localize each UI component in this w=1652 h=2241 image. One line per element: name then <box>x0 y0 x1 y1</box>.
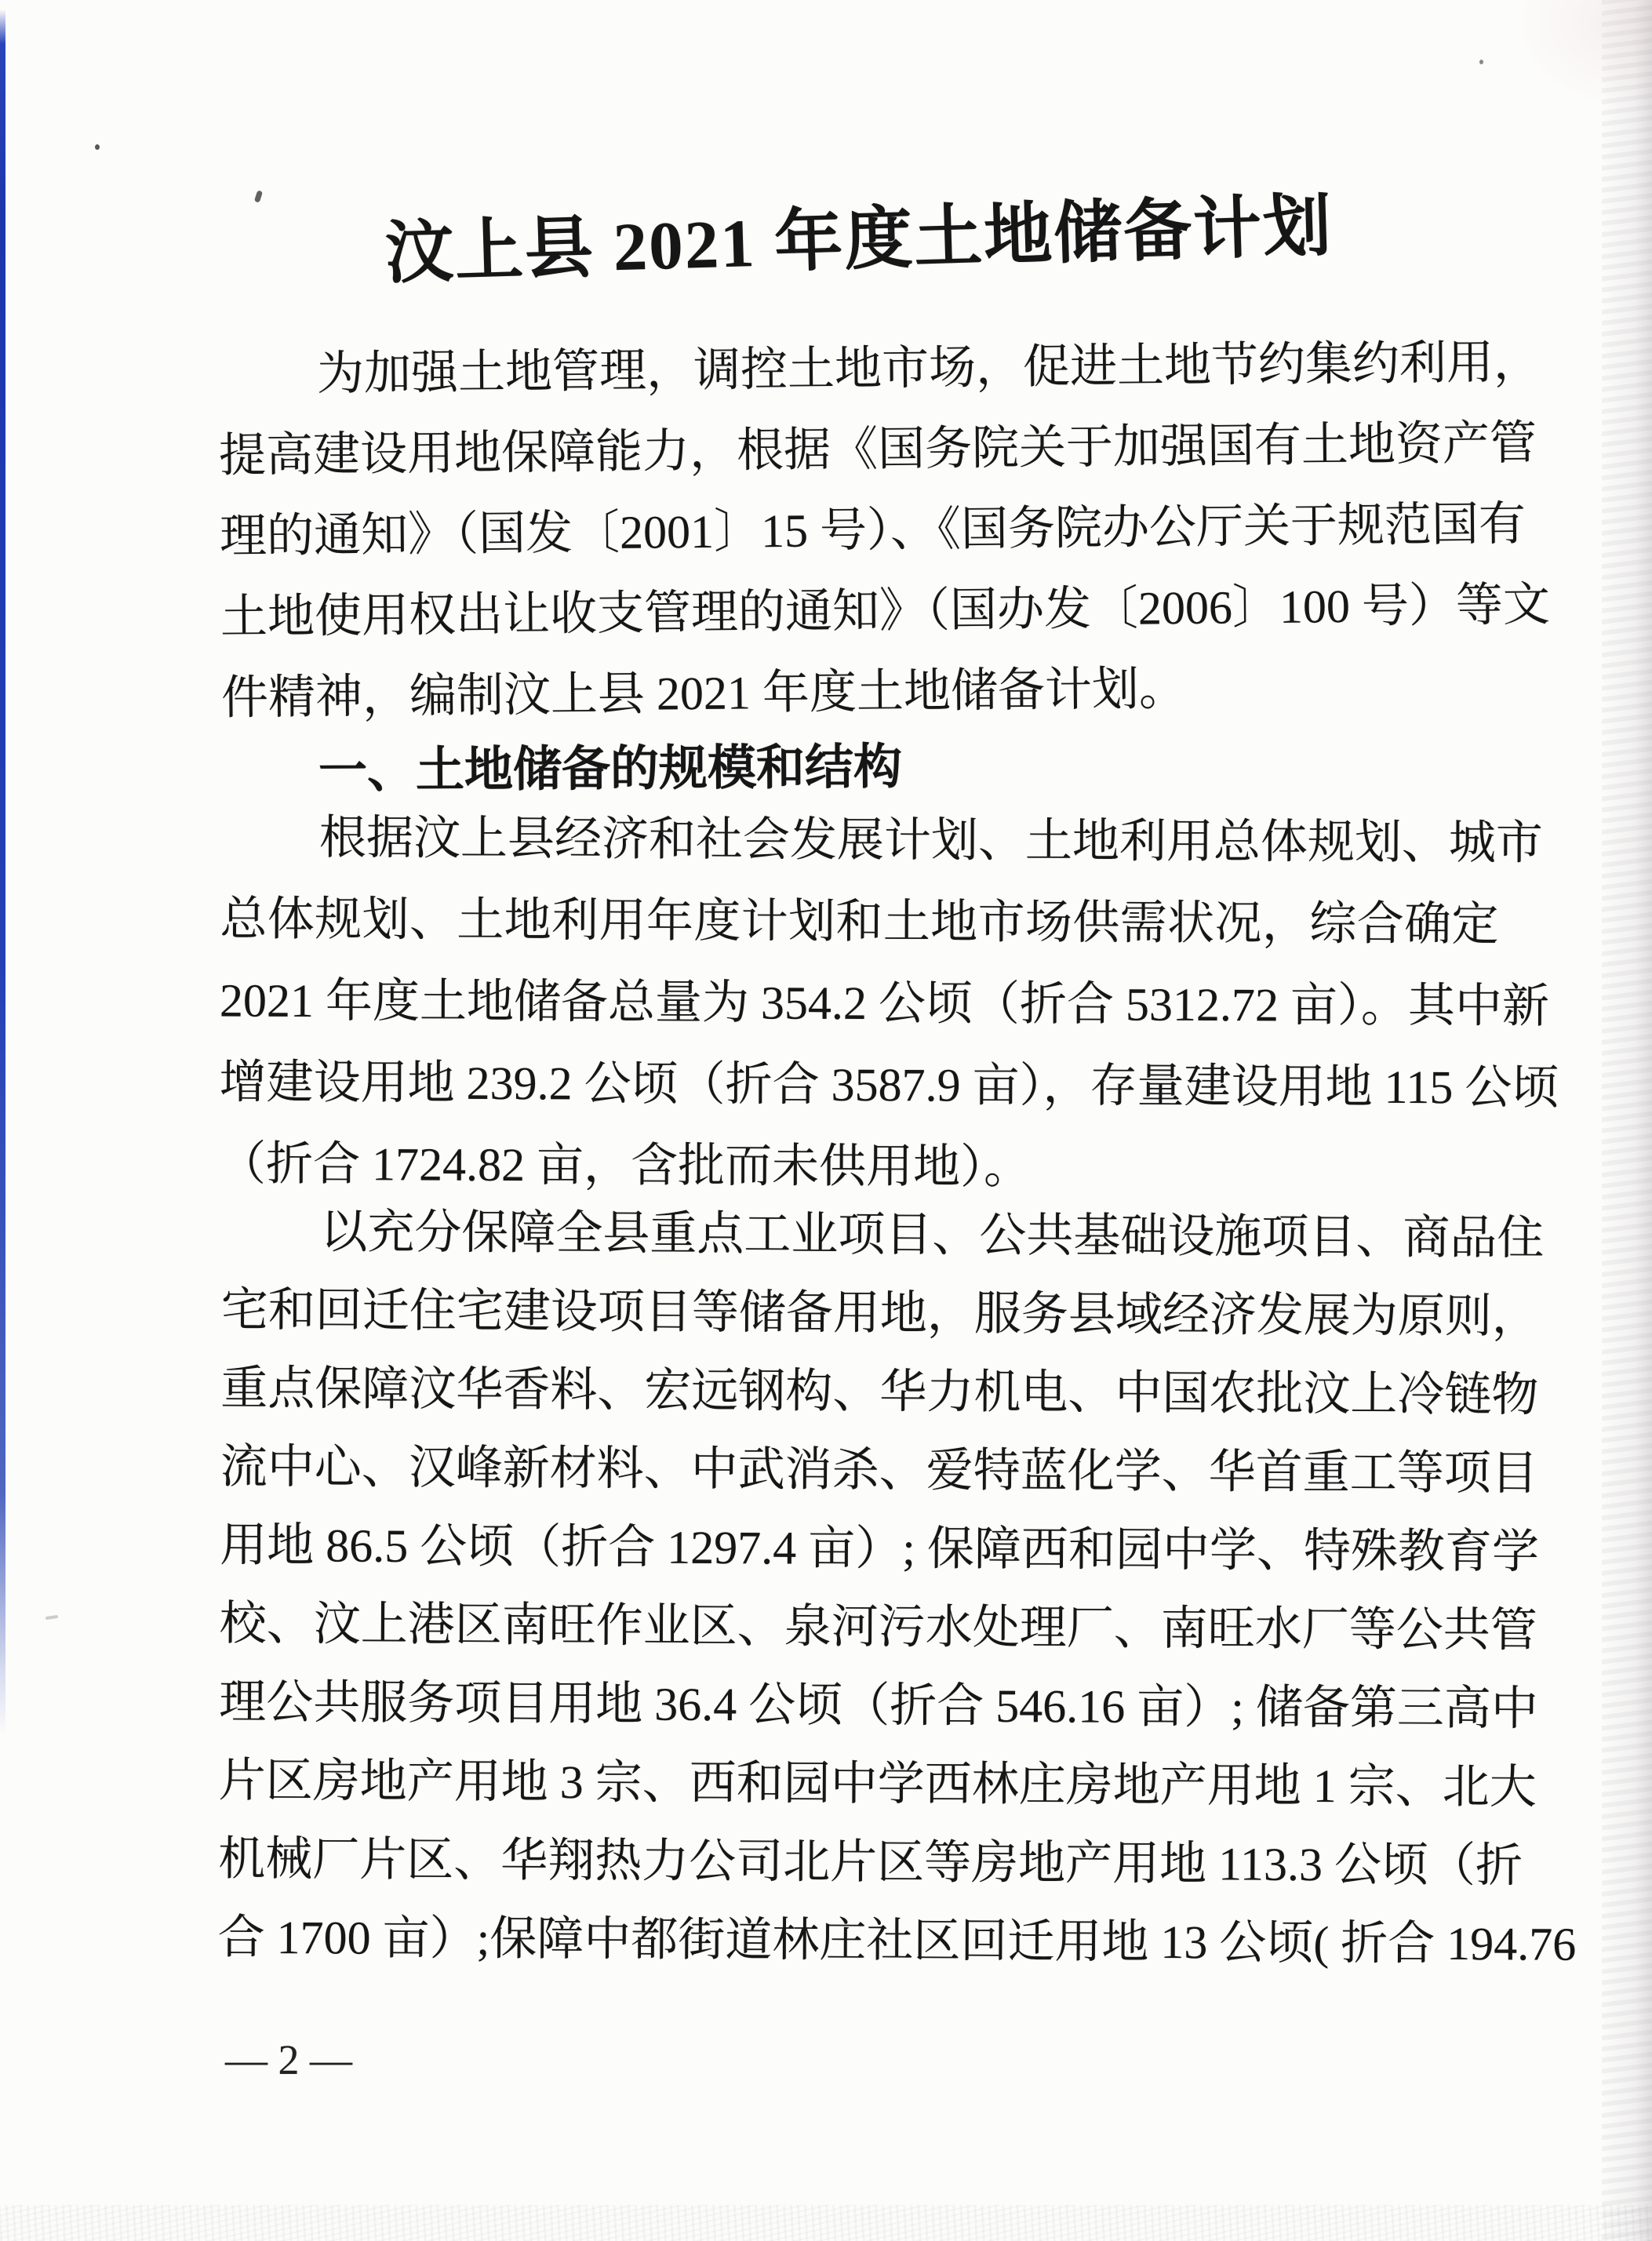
text-line: 宅和回迁住宅建设项目等储备用地，服务县域经济发展为原则， <box>220 1283 1539 1343</box>
text-line: 片区房地产用地 3 宗、西和园中学西林庄房地产用地 1 宗、北大 <box>218 1754 1537 1814</box>
text-line: 理公共服务项目用地 36.4 公顷（折合 546.16 亩）; 储备第三高中 <box>219 1675 1539 1735</box>
page-number: — 2 — <box>225 2036 352 2083</box>
text-line: 2021 年度土地储备总量为 354.2 公顷（折合 5312.72 亩）。其中新 <box>219 974 1550 1032</box>
paragraph-reserve-scale <box>218 796 1559 1210</box>
scan-blue-edge-strip <box>0 9 5 1735</box>
section-heading: 一、土地储备的规模和结构 <box>318 740 903 799</box>
text-line: 校、汶上港区南旺作业区、泉河污水处理厂、南旺水厂等公共管 <box>219 1597 1537 1657</box>
paragraph-key-projects <box>217 1192 1577 1984</box>
scan-speck <box>45 1615 58 1620</box>
scan-bottom-noise <box>0 2205 1652 2241</box>
paragraph-intro <box>218 322 1551 739</box>
scan-speck <box>254 190 263 202</box>
text-line: 件精神，编制汶上县 2021 年度土地储备计划。 <box>220 663 1187 724</box>
text-line: 机械厂片区、华翔热力公司北片区等房地产用地 113.3 公顷（折 <box>218 1832 1523 1892</box>
text-line: 以充分保障全县重点工业项目、公共基础设施项目、商品住 <box>320 1206 1545 1264</box>
text-line: 根据汶上县经济和社会发展计划、土地利用总体规划、城市 <box>318 811 1544 869</box>
text-line: 提高建设用地保障能力，根据《国务院关于加强国有土地资产管 <box>218 417 1537 482</box>
text-line: 理的通知》（国发〔2001〕15 号）、《国务院办公厅关于规范国有 <box>219 497 1526 562</box>
scan-speck <box>1479 60 1483 64</box>
scan-speck <box>95 144 100 150</box>
text-line: 增建设用地 239.2 公顷（折合 3587.9 亩），存量建设用地 115 公顷 <box>219 1056 1559 1114</box>
text-line: （折合 1724.82 亩，含批而未供用地）。 <box>218 1137 1032 1193</box>
document-title: 汶上县 2021 年度土地储备计划 <box>384 187 1334 292</box>
text-line: 土地使用权出让收支管理的通知》（国办发〔2006〕100 号）等文 <box>220 578 1551 643</box>
text-line: 总体规划、土地利用年度计划和土地市场供需状况，综合确定 <box>220 893 1499 951</box>
text-line: 为加强土地管理，调控土地市场，促进土地节约集约利用， <box>316 336 1541 400</box>
text-line: 用地 86.5 公顷（折合 1297.4 亩）; 保障西和园中学、特殊教育学 <box>220 1519 1540 1578</box>
text-line: 重点保障汶华香料、宏远钢构、华力机电、中国农批汶上冷链物 <box>220 1362 1539 1421</box>
text-line: 合 1700 亩）;保障中都街道林庄社区回迁用地 13 公顷( 折合 194.76 <box>217 1911 1577 1970</box>
text-line: 流中心、汉峰新材料、中武消杀、爱特蓝化学、华首重工等项目 <box>220 1440 1538 1500</box>
scan-right-shadow-band <box>1602 0 1652 2241</box>
